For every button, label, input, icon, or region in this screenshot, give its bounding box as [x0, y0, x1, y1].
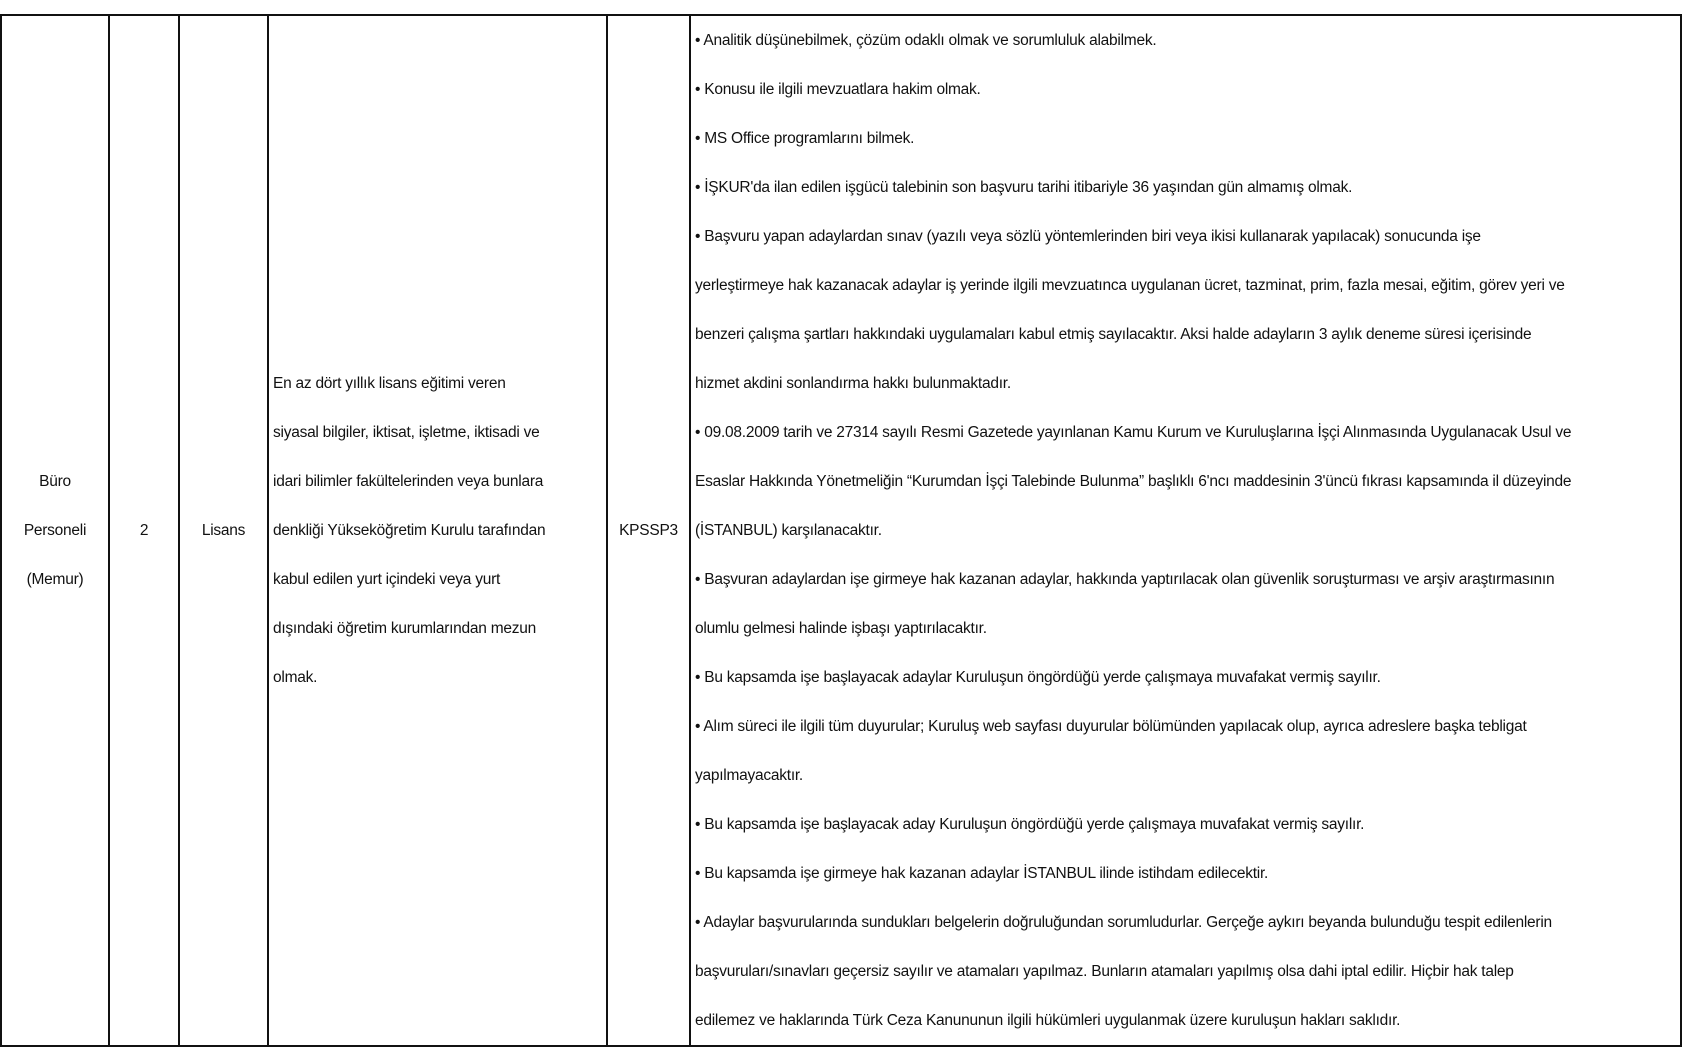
requirement-line: • MS Office programlarını bilmek.: [695, 130, 915, 147]
position-title-cell: [1, 15, 109, 1046]
qualification-line: denkliği Yükseköğretim Kurulu tarafından: [273, 522, 546, 539]
requirement-line: • Analitik düşünebilmek, çözüm odaklı olmak ve sorumluluk alabilmek.: [695, 32, 1157, 49]
requirement-line: benzeri çalışma şartları hakkındaki uygulamaları kabul etmiş sayılacaktır. Aksi halde adayların 3 aylık deneme süresi içerisinde: [695, 326, 1532, 343]
requirements-list: [695, 16, 1674, 1045]
requirement-line: olumlu gelmesi halinde işbaşı yaptırılacaktır.: [695, 620, 987, 637]
requirement-line: yerleştirmeye hak kazanacak adaylar iş yerinde ilgili mevzuatınca uygulanan ücret, tazminat, prim, fazla mesai, eğitim, görev yeri ve: [695, 277, 1565, 294]
requirement-line: • 09.08.2009 tarih ve 27314 sayılı Resmi Gazetede yayınlanan Kamu Kurum ve Kuruluşlarına İşçi Alınmasında Uygulanacak Usul ve: [695, 424, 1572, 441]
requirement-line: hizmet akdini sonlandırma hakkı bulunmaktadır.: [695, 375, 1011, 392]
requirements-cell: [690, 15, 1681, 1046]
requirement-line: • Bu kapsamda işe başlayacak aday Kuruluşun öngördüğü yerde çalışmaya muvafakat vermiş sayılır.: [695, 816, 1365, 833]
requirement-line: Esaslar Hakkında Yönetmeliğin “Kurumdan İşçi Talebinde Bulunma” başlıklı 6'ncı maddesinin 3'üncü fıkrası kapsamında il düzeyinde: [695, 473, 1572, 490]
requirement-line: • Alım süreci ile ilgili tüm duyurular; Kuruluş web sayfası duyurular bölümünden yapılacak olup, ayrıca adreslere başka tebligat: [695, 718, 1527, 735]
qualification-line: En az dört yıllık lisans eğitimi veren: [273, 375, 506, 392]
qualification-cell: [268, 15, 607, 1046]
requirement-line: (İSTANBUL) karşılanacaktır.: [695, 522, 882, 539]
position-title-line: Büro: [39, 473, 71, 490]
qualification-line: kabul edilen yurt içindeki veya yurt: [273, 571, 501, 588]
qualification-line: olmak.: [273, 669, 318, 686]
requirement-line: • Başvuran adaylardan işe girmeye hak kazanan adaylar, hakkında yaptırılacak olan güvenlik soruşturması ve arşiv araştırmasının: [695, 571, 1555, 588]
qualification-line: siyasal bilgiler, iktisat, işletme, iktisadi ve: [273, 424, 540, 441]
position-title-line: (Memur): [26, 571, 84, 588]
qualification-line: idari bilimler fakültelerinden veya bunlara: [273, 473, 544, 490]
requirement-line: edilemez ve haklarında Türk Ceza Kanununun ilgili hükümleri uygulanmak üzere kuruluşun hakları saklıdır.: [695, 1012, 1401, 1029]
requirement-line: • İŞKUR'da ilan edilen işgücü talebinin son başvuru tarihi itibariyle 36 yaşından gün almamış olmak.: [695, 179, 1353, 196]
requirement-line: • Adaylar başvurularında sundukları belgelerin doğruluğundan sorumludurlar. Gerçeğe aykırı beyanda bulunduğu tespit edilenlerin: [695, 914, 1552, 931]
requirement-line: • Başvuru yapan adaylardan sınav (yazılı veya sözlü yöntemlerinden biri veya ikisi kullanarak yapılacak) sonucunda işe: [695, 228, 1481, 245]
exam-type-cell: KPSSP3: [607, 15, 690, 1046]
requirement-line: yapılmayacaktır.: [695, 767, 803, 784]
education-level-cell: Lisans: [179, 15, 268, 1046]
position-count-cell: 2: [109, 15, 179, 1046]
qualification-line: dışındaki öğretim kurumlarından mezun: [273, 620, 536, 637]
requirement-line: • Bu kapsamda işe başlayacak adaylar Kuruluşun öngördüğü yerde çalışmaya muvafakat vermiş sayılır.: [695, 669, 1381, 686]
requirement-line: • Bu kapsamda işe girmeye hak kazanan adaylar İSTANBUL ilinde istihdam edilecektir.: [695, 865, 1269, 882]
job-listing-table-wrapper: [0, 14, 1682, 1044]
table-row: [1, 15, 1681, 1046]
position-title-line: Personeli: [23, 522, 87, 539]
job-listing-table: [0, 14, 1682, 1047]
requirement-line: • Konusu ile ilgili mevzuatlara hakim olmak.: [695, 81, 981, 98]
requirement-line: başvuruları/sınavları geçersiz sayılır ve atamaları yapılmaz. Bunların atamaları yapılmış olsa dahi iptal edilir. Hiçbir hak talep: [695, 963, 1514, 980]
